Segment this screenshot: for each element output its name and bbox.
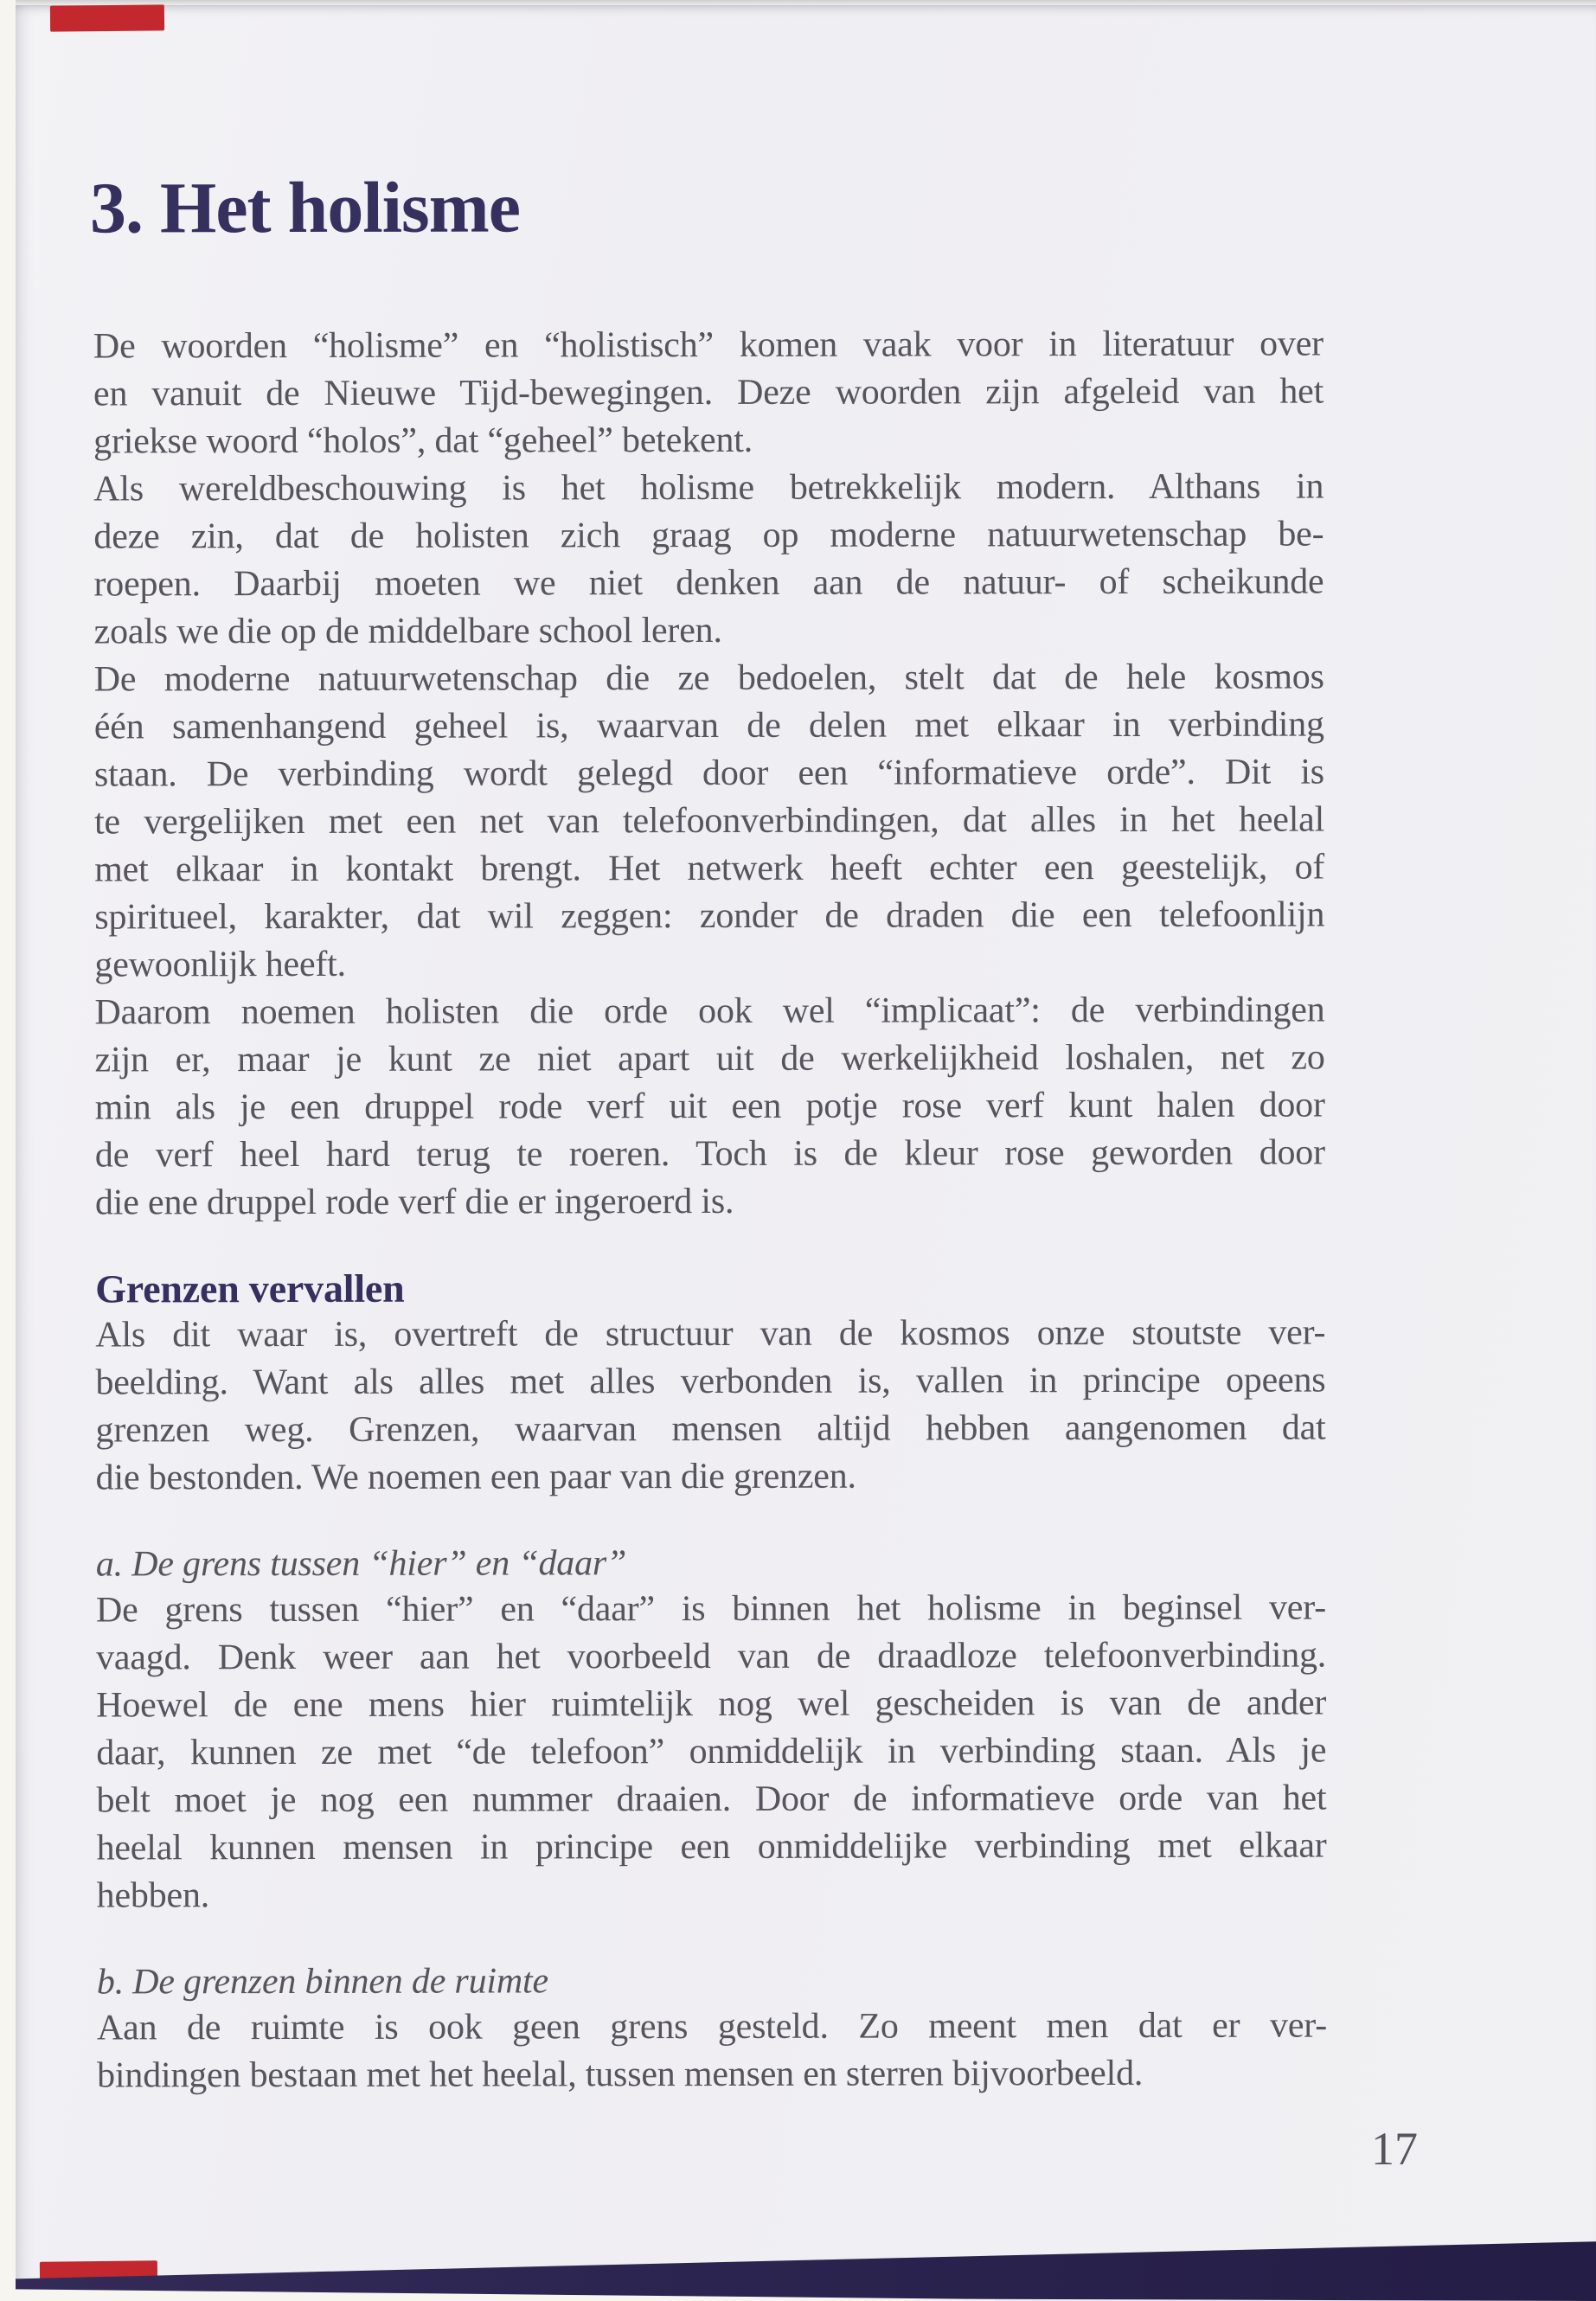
text-line: min als je een druppel rode verf uit een potje rose verf kunt halen door — [94, 1085, 1325, 1128]
text-line: Daarom noemen holisten die orde ook wel “implicaat”: de verbindingen — [94, 990, 1325, 1033]
text-line: één samenhangend geheel is, waarvan de delen met elkaar in verbinding — [93, 704, 1324, 747]
text-line: vaagd. Denk weer aan het voorbeeld van de draadloze telefoonverbinding. — [96, 1635, 1327, 1678]
text-line: zoals we die op de middelbare school leren. — [93, 610, 722, 652]
text-line: Als dit waar is, overtreft de structuur van de kosmos onze stoutste ver- — [95, 1312, 1326, 1356]
text-block — [93, 321, 1327, 2100]
text-line: deze zin, dat de holisten zich graag op moderne natuurwetenschap be- — [93, 514, 1324, 557]
text-line: te vergelijken met een net van telefoonverbindingen, dat alles in het heelal — [94, 799, 1325, 843]
paragraph — [95, 1310, 1325, 1503]
text-line: griekse woord “holos”, dat “geheel” betekent. — [93, 420, 753, 462]
text-line: De woorden “holisme” en “holistisch” komen vaak voor in literatuur over — [93, 324, 1324, 367]
text-line: grenzen weg. Grenzen, waarvan mensen altijd hebben aangenomen dat — [95, 1407, 1326, 1451]
text-line: spiritueel, karakter, dat wil zeggen: zonder de draden die een telefoonlijn — [94, 894, 1325, 938]
red-cover-mark-top — [50, 4, 164, 31]
text-line: hebben. — [96, 1875, 210, 1916]
text-line: roepen. Daarbij moeten we niet denken aan de natuur- of scheikunde — [93, 561, 1324, 605]
text-line: daar, kunnen ze met “de telefoon” onmiddelijk in verbinding staan. Als je — [96, 1730, 1327, 1773]
text-line: beelding. Want als alles met alles verbonden is, vallen in principe opeens — [95, 1360, 1326, 1403]
text-line: heelal kunnen mensen in principe een onmiddelijke verbinding met elkaar — [96, 1825, 1327, 1868]
subheading-italic: a. De grens tussen “hier” en “daar” — [95, 1543, 627, 1585]
subheading-italic: b. De grenzen binnen de ruimte — [96, 1961, 548, 2003]
text-line: belt moet je nog een nummer draaien. Door de informatieve orde van het — [96, 1778, 1327, 1821]
text-line: staan. De verbinding wordt gelegd door een “informatieve orde”. Dit is — [93, 752, 1324, 795]
text-line: en vanuit de Nieuwe Tijd-bewegingen. Deze woorden zijn afgeleid van het — [93, 371, 1324, 414]
text-line: gewoonlijk heeft. — [94, 944, 346, 985]
text-line: die ene druppel rode verf die er ingeroerd is. — [94, 1181, 734, 1223]
paragraph — [97, 2003, 1327, 2100]
paragraph — [93, 321, 1325, 1227]
text-line: Als wereldbeschouwing is het holisme betrekkelijk modern. Althans in — [93, 466, 1324, 510]
text-line: die bestonden. We noemen een paar van die grenzen. — [95, 1456, 856, 1498]
text-line: Aan de ruimte is ook geen grens gesteld. Zo meent men dat er ver- — [96, 2005, 1328, 2048]
text-line: bindingen bestaan met het heelal, tussen mensen en sterren bijvoorbeeld. — [97, 2053, 1144, 2096]
page-top-edge-shadow — [16, 0, 1596, 7]
paragraph — [96, 1585, 1327, 1920]
text-line: met elkaar in kontakt brengt. Het netwerk heeft echter een geestelijk, of — [94, 847, 1325, 890]
page-number: 17 — [1371, 2123, 1418, 2175]
section-heading: Grenzen vervallen — [95, 1266, 405, 1311]
text-line: zijn er, maar je kunt ze niet apart uit de werkelijkheid loshalen, net zo — [94, 1037, 1325, 1080]
scanner-bed-left-strip — [0, 0, 16, 2301]
chapter-title: 3. Het holisme — [89, 167, 521, 249]
text-line: de verf heel hard terug te roeren. Toch is de kleur rose geworden door — [94, 1132, 1325, 1176]
text-line: De moderne natuurwetenschap die ze bedoelen, stelt dat de hele kosmos — [93, 657, 1324, 700]
text-line: Hoewel de ene mens hier ruimtelijk nog wel gescheiden is van de ander — [96, 1682, 1327, 1726]
text-line: De grens tussen “hier” en “daar” is binnen het holisme in beginsel ver- — [95, 1587, 1327, 1631]
